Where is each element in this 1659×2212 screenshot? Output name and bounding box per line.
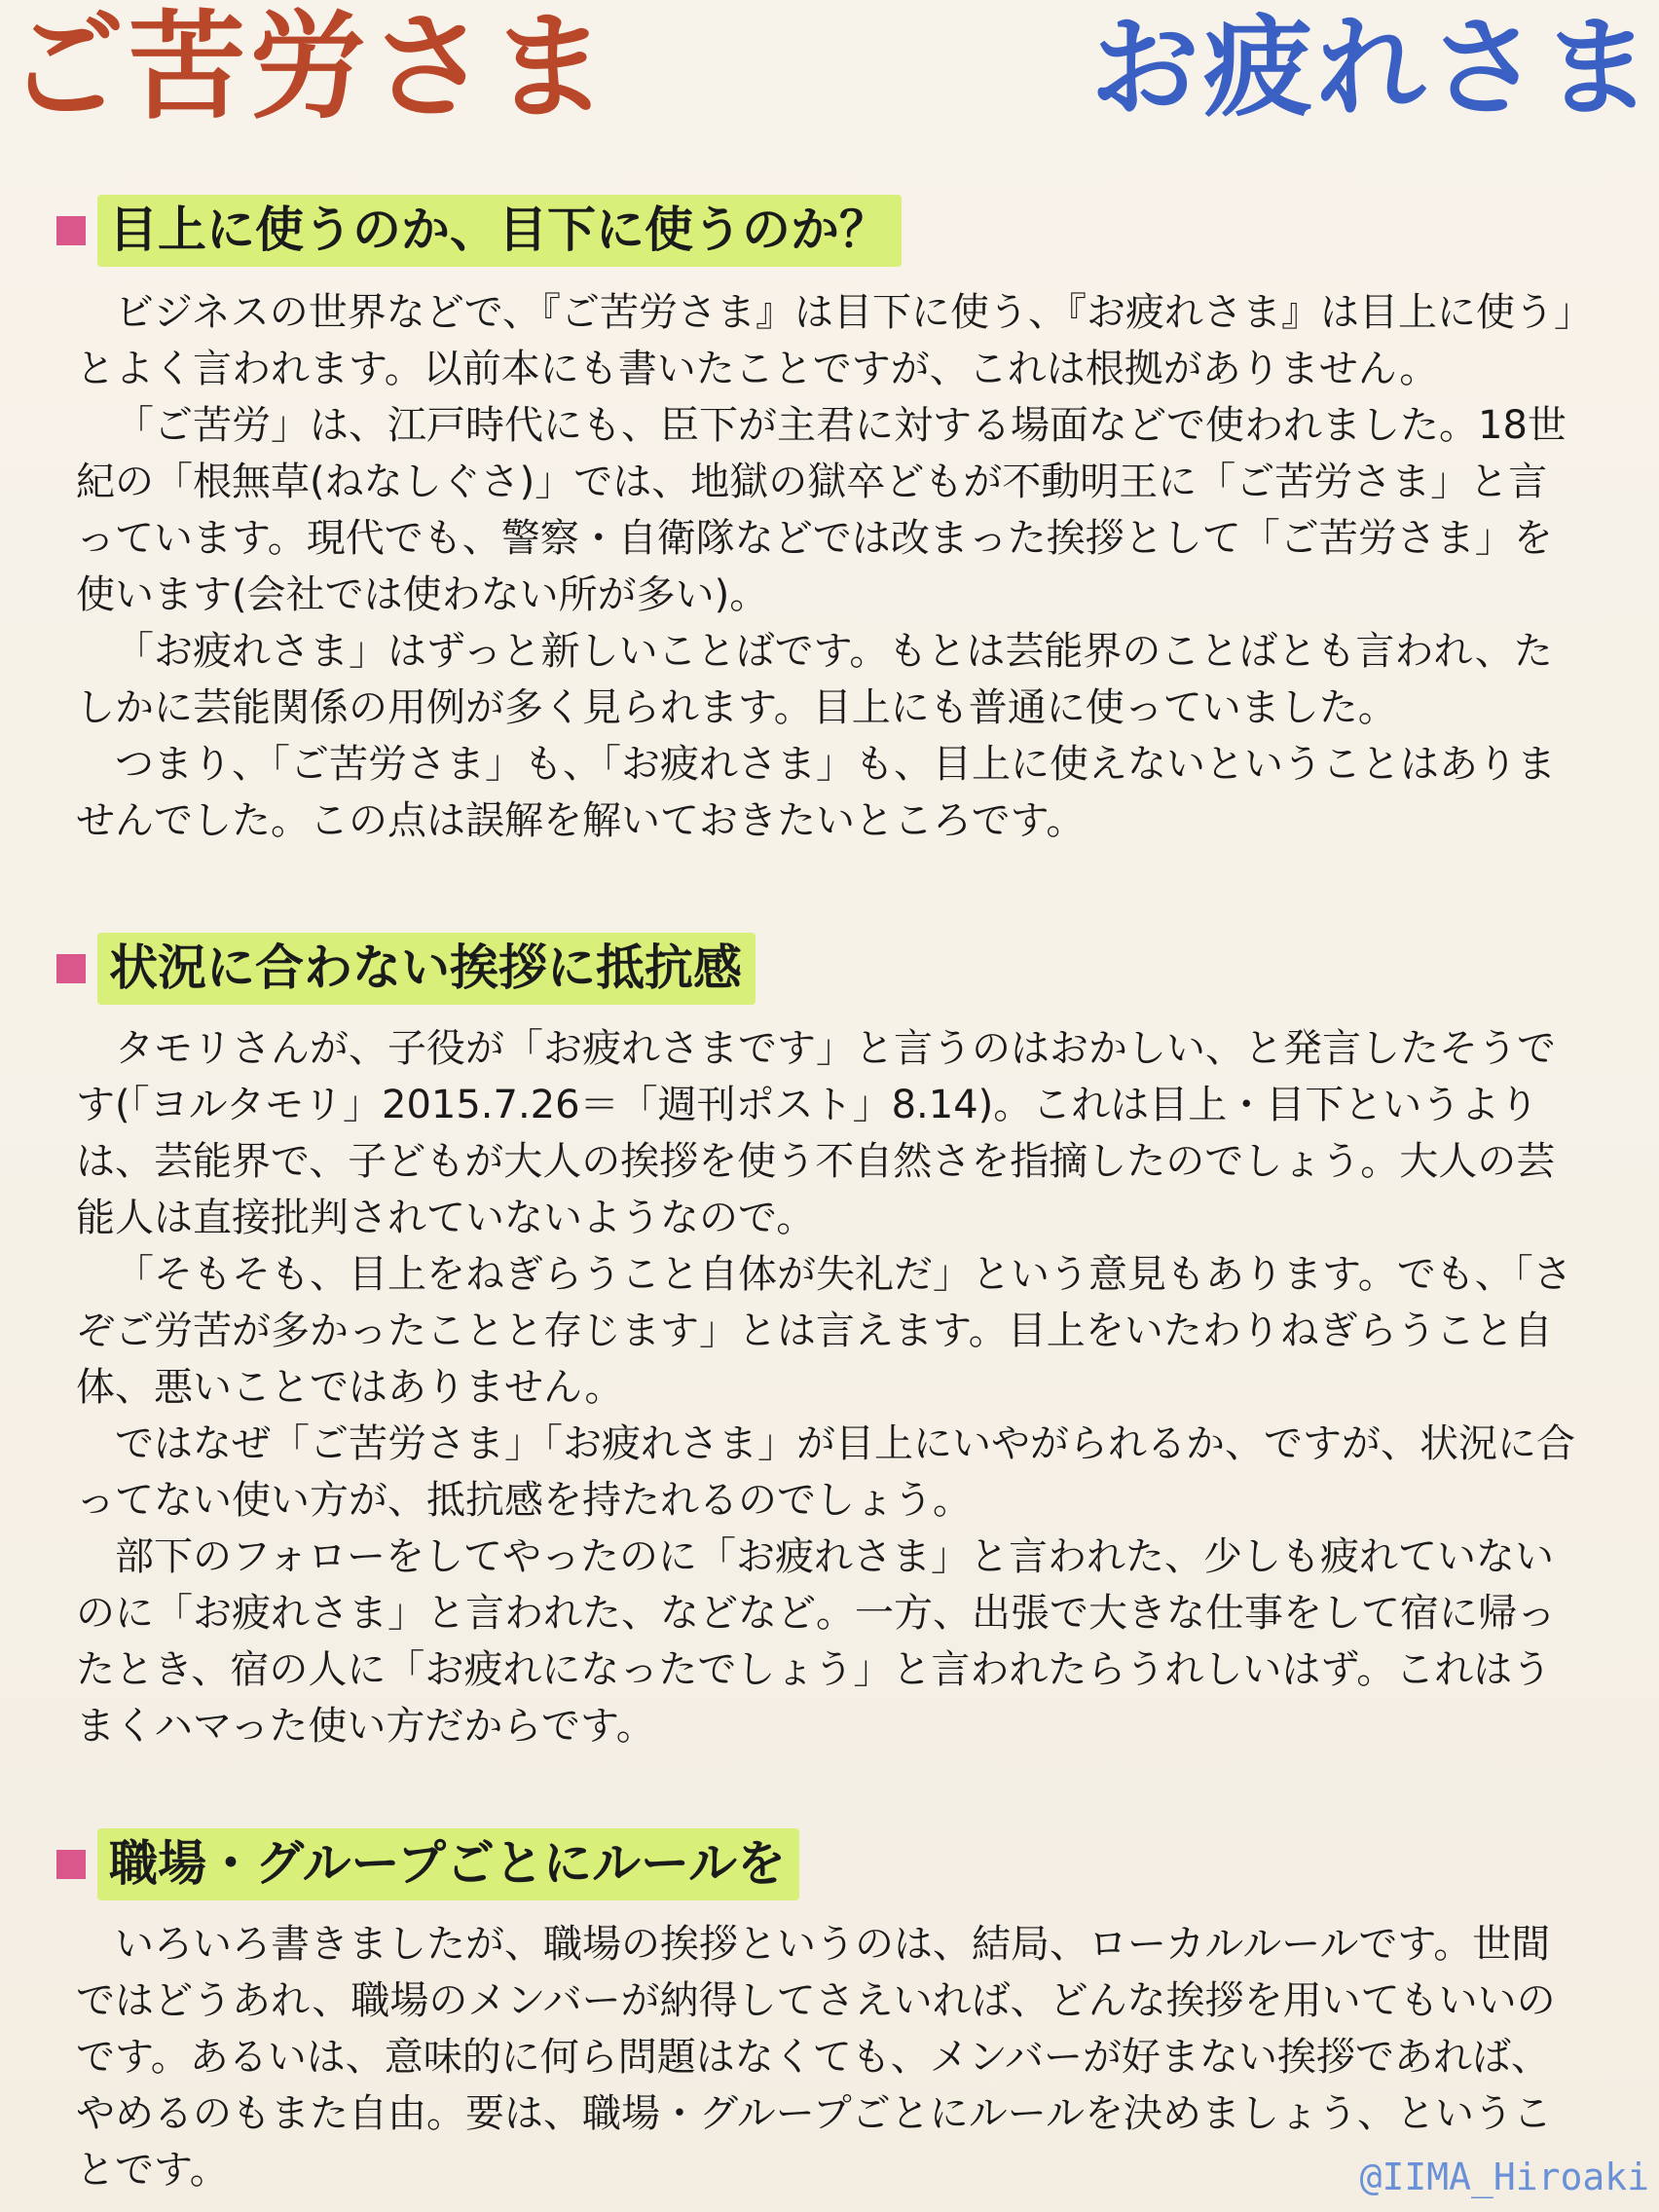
section-2-paragraph-1: タモリさんが、子役が「お疲れさまです」と言うのはおかしい、と発言したそうです(「ヨルタモリ」2015.7.26＝「週刊ポスト」8.14)。これは目上・目下というよりは、芸能界で、子どもが大人の挨拶を使う不自然さを指摘したのでしょう。大人の芸能人は直接批判されていないようなので。 <box>76 1026 1556 1240</box>
title-gokurousama: ご苦労さま <box>8 0 611 135</box>
section-2-paragraph-4: 部下のフォローをしてやったのに「お疲れさま」と言われた、少しも疲れていないのに「お疲れさま」と言われた、などなど。一方、出張で大きな仕事をして宿に帰ったとき、宿の人に「お疲れになったでしょう」と言われたらうれしいはず。これはうまくハマった使い方だからです。 <box>76 1534 1556 1749</box>
pink-square-bullet-icon <box>56 216 86 245</box>
section-3-paragraph-1: いろいろ書きましたが、職場の挨拶というのは、結局、ローカルルールです。世間ではどうあれ、職場のメンバーが納得してさえいれば、どんな挨拶を用いてもいいのです。あるいは、意味的に何ら問題はなくても、メンバーが好まない挨拶であれば、やめるのもまた自由。要は、職場・グループごとにルールを決めましょう、ということです。 <box>76 1922 1556 2193</box>
section-2-body <box>76 1020 1575 1754</box>
pink-square-bullet-icon <box>56 1850 86 1879</box>
section-1-heading <box>56 195 902 267</box>
section-1-paragraph-1: ビジネスの世界などで、『ご苦労さま』は目下に使う、『お疲れさま』は目上に使う」とよく言われます。以前本にも書いたことですが、これは根拠がありません。 <box>76 290 1573 391</box>
pink-square-bullet-icon <box>56 954 86 983</box>
section-2-paragraph-2: 「そもそも、目上をねぎらうこと自体が失礼だ」という意見もあります。でも、「さぞご労苦が多かったことと存じます」とは言えます。目上をいたわりねぎらうこと自体、悪いことではありません。 <box>76 1252 1572 1410</box>
section-3-body <box>76 1916 1575 2198</box>
section-2-heading <box>56 933 756 1005</box>
section-1-heading-text: 目上に使うのか、目下に使うのか？ <box>97 195 902 267</box>
title-otsukaresama: お疲れさま <box>1090 5 1655 131</box>
section-3-heading-text: 職場・グループごとにルールを <box>97 1828 799 1900</box>
section-1-paragraph-3: 「お疲れさま」はずっと新しいことばです。もとは芸能界のことばとも言われ、たしかに芸能関係の用例が多く見られます。目上にも普通に使っていました。 <box>76 629 1553 730</box>
section-2-paragraph-3: ではなぜ「ご苦労さま」「お疲れさま」が目上にいやがられるか、ですが、状況に合ってない使い方が、抵抗感を持たれるのでしょう。 <box>76 1421 1575 1523</box>
section-1-body <box>76 284 1575 849</box>
section-1-paragraph-4: つまり、「ご苦労さま」も、「お疲れさま」も、目上に使えないということはありませんでした。この点は誤解を解いておきたいところです。 <box>76 742 1556 843</box>
author-credit: @IIMA_Hiroaki <box>1359 2156 1649 2198</box>
section-1-paragraph-2: 「ご苦労」は、江戸時代にも、臣下が主君に対する場面などで使われました。18世紀の「根無草(ねなしぐさ)」では、地獄の獄卒どもが不動明王に「ご苦労さま」と言っています。現代でも、警察・自衛隊などでは改まった挨拶として「ご苦労さま」を使います(会社では使わない所が多い)。 <box>76 403 1567 617</box>
section-2-heading-text: 状況に合わない挨拶に抵抗感 <box>97 933 756 1005</box>
section-3-heading <box>56 1828 799 1900</box>
